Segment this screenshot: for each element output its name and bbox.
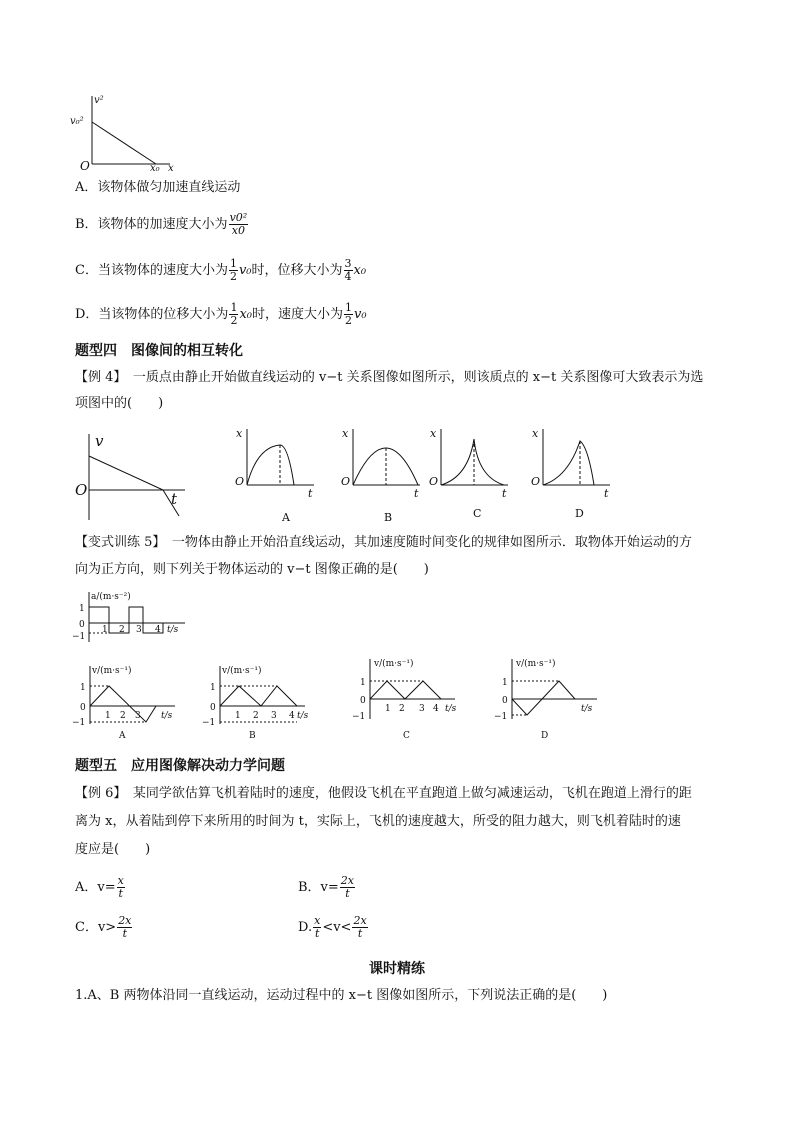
x-axis-label: x — [168, 163, 174, 174]
fraction-denominator: 4 — [344, 270, 352, 283]
option-d-text: D．当该物体的位移大小为 — [75, 307, 229, 322]
option-a-label: A — [282, 511, 290, 524]
option-c-text: C．当该物体的速度大小为 — [75, 263, 228, 278]
tick-1: 1 — [210, 683, 216, 693]
origin-label: O — [75, 481, 88, 499]
ex4-vt-graph — [75, 428, 195, 523]
tick-minus-1: −1 — [72, 632, 86, 642]
var5-option-c-graph — [352, 655, 465, 741]
ex4-line2: 项图中的( ) — [75, 396, 164, 411]
var5-line2: 向为正方向，则下列关于物体运动的 v−t 图像正确的是( ) — [75, 562, 429, 577]
option-d-mid: 时，速度大小为 — [251, 307, 343, 322]
fraction-numerator: 2x — [118, 914, 132, 927]
ex4-option-a-graph — [232, 425, 322, 525]
x-axis-label: x — [236, 427, 243, 440]
t-axis-label: t — [308, 487, 313, 500]
var5-at-graph — [72, 590, 190, 645]
x0-label: x₀ — [150, 163, 160, 174]
ex4-option-d-graph — [528, 425, 618, 525]
fraction-denominator: t — [314, 927, 320, 940]
tick-minus-1: −1 — [72, 718, 86, 728]
tick-1: 1 — [502, 678, 508, 688]
tick-minus-1: −1 — [494, 712, 508, 722]
t-axis-label: t/s — [167, 625, 179, 635]
option-d — [75, 302, 367, 327]
x-axis-label: x — [342, 427, 349, 440]
section-5-heading: 题型五 应用图像解决动力学问题 — [75, 758, 285, 774]
t-axis-label: t — [414, 487, 419, 500]
ex6-line1: 【例 6】 某同学欲估算飞机着陆时的速度，他假设飞机在平直跑道上做匀减速运动，飞机在跑道上滑行的距 — [75, 786, 692, 801]
option-b-label: B — [384, 511, 393, 524]
option-c — [75, 258, 366, 283]
tick-t3: 3 — [136, 625, 142, 635]
option-c-label: C — [403, 731, 410, 741]
fraction-denominator: t — [345, 887, 350, 900]
var5-option-d-graph — [494, 655, 607, 741]
v-axis-label: v/(m·s⁻¹) — [374, 659, 414, 669]
origin-label: O — [341, 475, 351, 488]
tick-0: 0 — [79, 620, 85, 630]
option-a-label: A — [119, 731, 126, 741]
v-axis-label: v/(m·s⁻¹) — [516, 659, 556, 669]
origin-label: O — [235, 475, 245, 488]
x-axis-label: x — [430, 427, 437, 440]
option-b-label: B — [249, 731, 256, 741]
v2-x-graph — [70, 92, 190, 172]
v-axis-label: v/(m·s⁻¹) — [222, 666, 262, 676]
option-d-label: D — [575, 507, 584, 520]
tick-t2: 2 — [399, 704, 405, 714]
t-axis-label: t/s — [581, 704, 593, 714]
v-axis-label: v — [95, 432, 104, 450]
fraction-denominator: t — [122, 927, 127, 940]
tick-1: 1 — [360, 678, 366, 688]
origin-label: O — [429, 475, 439, 488]
fraction-numerator: 1 — [230, 301, 238, 314]
option-b — [75, 212, 249, 237]
tick-t3: 3 — [271, 711, 277, 721]
ex4-option-b-graph — [338, 425, 428, 525]
var-x0: x₀ — [239, 307, 252, 322]
x-axis-label: x — [532, 427, 539, 440]
option-c-text: C．v> — [75, 920, 117, 935]
tick-t1: 1 — [235, 711, 241, 721]
ex6-option-d — [298, 915, 369, 940]
option-d-text: D. — [298, 920, 313, 935]
fraction-numerator: 2x — [353, 914, 367, 927]
ex4-line1: 【例 4】 一质点由静止开始做直线运动的 v−t 关系图像如图所示，则该质点的 x−t 关系图像可大致表示为选 — [75, 370, 704, 385]
tick-t1: 1 — [385, 704, 391, 714]
t-axis-label: t/s — [161, 711, 173, 721]
fraction-numerator: x — [117, 874, 124, 887]
tick-t2: 2 — [119, 625, 125, 635]
question-1: 1.A、B 两物体沿同一直线运动，运动过程中的 x−t 图像如图所示，下列说法正确的是( ) — [75, 988, 608, 1003]
tick-t2: 2 — [120, 711, 126, 721]
var5-option-b-graph — [202, 662, 315, 742]
fraction-numerator: 1 — [345, 301, 352, 314]
option-b-fraction — [229, 212, 249, 237]
option-b-text: B．该物体的加速度大小为 — [75, 217, 228, 232]
tick-0: 0 — [360, 696, 366, 706]
tick-1: 1 — [80, 683, 86, 693]
ex6-option-b — [298, 875, 356, 900]
v-axis-label: v/(m·s⁻¹) — [92, 666, 132, 676]
tick-1: 1 — [79, 604, 85, 614]
a-axis-label: a/(m·s⁻²) — [91, 592, 131, 602]
tick-t1: 1 — [105, 711, 111, 721]
tick-t3: 3 — [419, 704, 425, 714]
tick-minus-1: −1 — [352, 712, 366, 722]
var-x0: x₀ — [353, 263, 367, 278]
tick-0: 0 — [502, 696, 508, 706]
section-4-heading: 题型四 图像间的相互转化 — [75, 343, 243, 359]
ex6-line3: 度应是( ) — [75, 842, 151, 857]
fraction-denominator: 2 — [229, 270, 237, 283]
fraction-numerator: x — [314, 914, 321, 927]
var-v0: v₀ — [354, 307, 367, 322]
tick-t1: 1 — [102, 625, 108, 635]
tick-t4: 4 — [433, 704, 439, 714]
v0sq-label: v₀² — [70, 116, 84, 127]
t-axis-label: t — [171, 490, 178, 508]
tick-t4: 4 — [289, 711, 295, 721]
t-axis-label: t/s — [445, 704, 457, 714]
option-b-text: B．v= — [298, 880, 339, 895]
tick-t2: 2 — [253, 711, 259, 721]
t-axis-label: t/s — [297, 711, 309, 721]
fraction-numerator: v0² — [229, 211, 248, 224]
tick-t3: 3 — [135, 711, 141, 721]
t-axis-label: t — [604, 487, 609, 500]
option-c-label: C — [473, 507, 482, 520]
ex6-line2: 离为 x，从着陆到停下来所用的时间为 t，实际上，飞机的速度越大，所受的阻力越大，则飞机着陆时的速 — [75, 814, 681, 829]
var5-line1: 【变式训练 5】 一物体由静止开始沿直线运动，其加速度随时间变化的规律如图所示．取物体开始运动的方 — [75, 535, 692, 550]
option-d-mid: <v< — [322, 920, 352, 935]
practice-heading: 课时精练 — [369, 961, 425, 977]
fraction-numerator: 3 — [344, 257, 352, 270]
fraction-numerator: 1 — [229, 257, 237, 270]
fraction-denominator: 2 — [230, 314, 238, 327]
origin-label: O — [80, 159, 90, 173]
var-v0: v₀ — [238, 263, 252, 278]
tick-t4: 4 — [155, 625, 161, 635]
option-a-text: A．v= — [75, 880, 116, 895]
option-c-mid: 时，位移大小为 — [251, 263, 343, 278]
tick-minus-1: −1 — [202, 718, 216, 728]
option-a: A．该物体做匀加速直线运动 — [75, 180, 241, 195]
fraction-denominator: t — [118, 887, 123, 900]
var5-option-a-graph — [72, 662, 185, 742]
tick-0: 0 — [210, 703, 216, 713]
t-axis-label: t — [502, 487, 507, 500]
v2-axis-label: v² — [94, 95, 104, 106]
fraction-numerator: 2x — [340, 874, 354, 887]
option-d-label: D — [541, 731, 549, 741]
fraction-denominator: t — [357, 927, 363, 940]
tick-0: 0 — [80, 703, 86, 713]
ex4-option-c-graph — [426, 425, 516, 525]
origin-label: O — [531, 475, 541, 488]
fraction-denominator: 2 — [345, 314, 352, 327]
ex6-option-c — [75, 915, 133, 940]
fraction-denominator: x0 — [231, 224, 245, 237]
ex6-option-a — [75, 875, 126, 900]
